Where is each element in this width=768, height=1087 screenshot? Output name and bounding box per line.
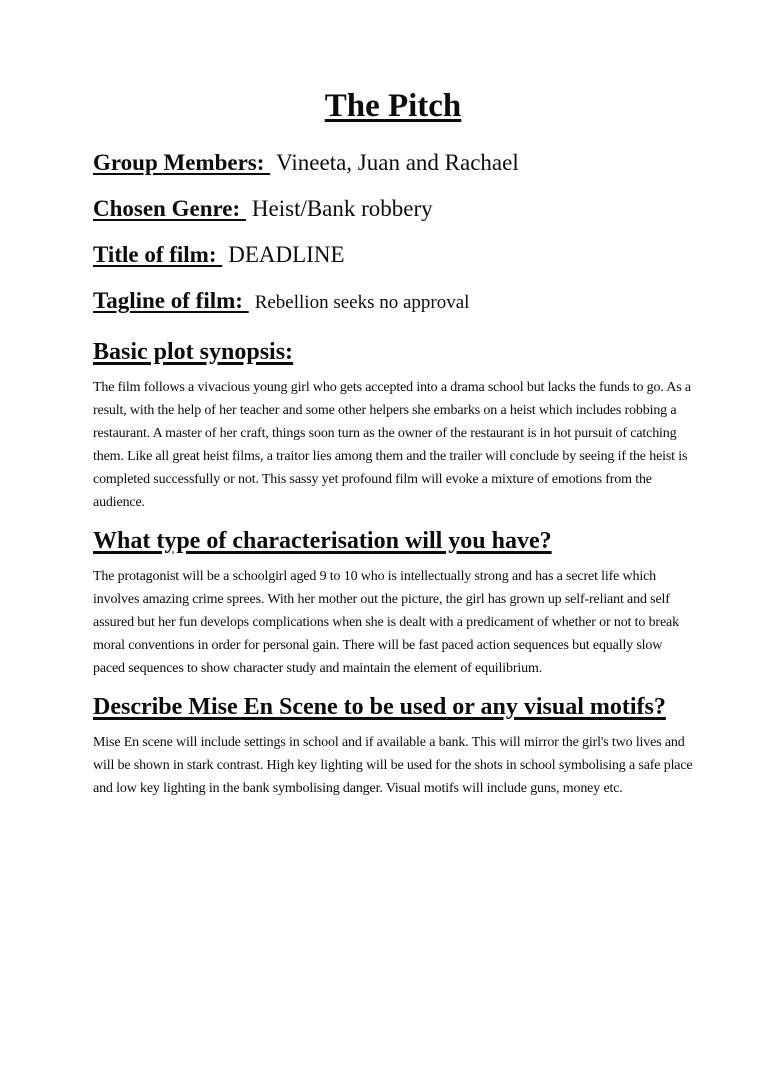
section-mise-en-scene xyxy=(93,689,693,800)
characterisation-heading-text: What type of characterisation will you have? xyxy=(93,528,552,554)
field-row-title-of-film xyxy=(93,240,693,270)
mise-en-scene-body: Mise En scene will include settings in school and if available a bank. This will mirror the girl's two lives and will be shown in stark contrast. High key lighting will be used for the shots in school symbolising a safe place and low key lighting in the bank symbolising danger. Visual motifs will include guns, money etc. xyxy=(93,735,693,796)
plot-synopsis-body: The film follows a vivacious young girl who gets accepted into a drama school but lacks the funds to go. As a result, with the help of her teacher and some other helpers she embarks on a heist which includes robbing a restaurant. A master of her craft, things soon turn as the owner of the restaurant is in hot pursuit of catching them. Like all great heist films, a traitor lies among them and the trailer will conclude by seeing if the heist is completed successfully or not. This sassy yet profound film will evoke a mixture of emotions from the audience. xyxy=(93,380,691,510)
section-characterisation xyxy=(93,523,693,680)
title-of-film-value: DEADLINE xyxy=(228,242,345,267)
group-members-value: Vineeta, Juan and Rachael xyxy=(276,150,519,175)
chosen-genre-label: Chosen Genre: xyxy=(93,196,246,221)
page-title-text: The Pitch xyxy=(324,88,462,124)
tagline-of-film-value: Rebellion seeks no approval xyxy=(254,292,470,313)
characterisation-body: The protagonist will be a schoolgirl aged 9 to 10 who is intellectually strong and has a secret life which involves amazing crime sprees. With her mother out the picture, the girl has grown up self-reliant and self assured but her fun develops complications when she is dealt with a predicament of whether or not to break moral conventions in order for personal gain. There will be fast paced action sequences but equally slow paced sequences to show character study and maintain the element of equilibrium. xyxy=(93,569,679,676)
characterisation-heading xyxy=(93,523,693,560)
chosen-genre-value: Heist/Bank robbery xyxy=(251,196,433,221)
plot-synopsis-heading-text: Basic plot synopsis: xyxy=(93,339,294,365)
page-title xyxy=(93,86,693,126)
mise-en-scene-heading xyxy=(93,689,693,726)
field-row-tagline-of-film xyxy=(93,286,693,318)
title-of-film-label: Title of film: xyxy=(93,242,223,267)
section-plot-synopsis xyxy=(93,334,693,514)
field-row-chosen-genre xyxy=(93,194,693,224)
mise-en-scene-heading-text: Describe Mise En Scene to be used or any visual motifs? xyxy=(93,694,666,720)
plot-synopsis-heading xyxy=(93,334,693,371)
group-members-label: Group Members: xyxy=(93,150,271,175)
field-row-group-members xyxy=(93,148,693,178)
tagline-of-film-label: Tagline of film: xyxy=(93,288,249,313)
